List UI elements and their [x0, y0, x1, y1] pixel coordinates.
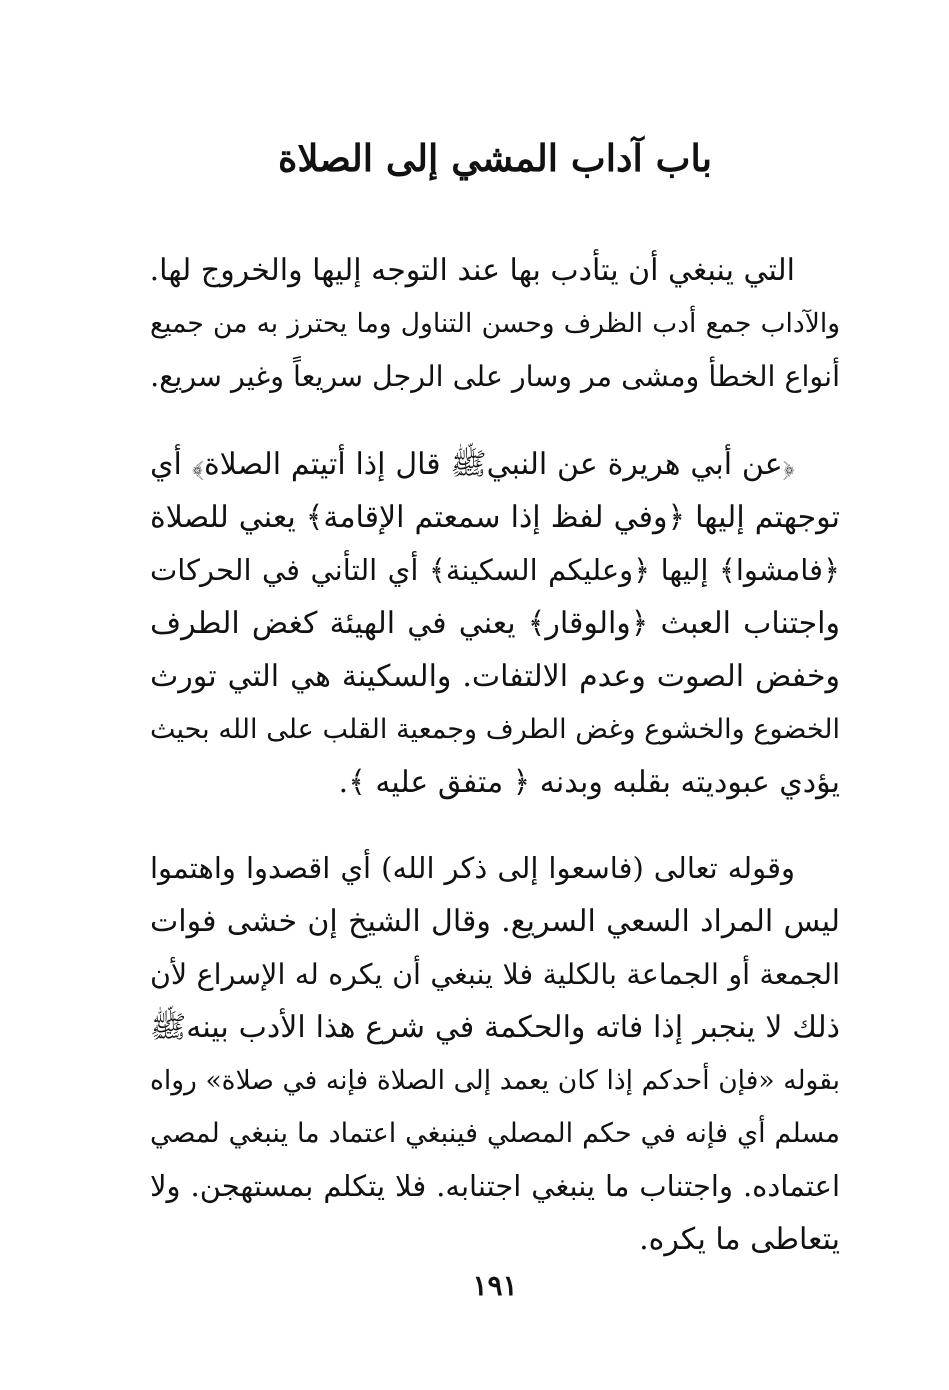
text-line: التي ينبغي أن يتأدب بها عند التوجه إليها والخروج لها. — [149, 253, 795, 288]
text-line: الخضوع والخشوع وغض الطرف وجمعية القلب على الله بحيث — [150, 714, 840, 745]
text-line: توجهتم إليها ﴿وفي لفظ إذا سمعتم الإقامة﴾ يعني للصلاة — [150, 500, 840, 535]
text-line: أنواع الخطأ ومشى مر وسار على الرجل سريعاً وغير سريع. — [150, 360, 840, 393]
text-line: ﴿عن أبي هريرة عن النبيﷺ قال إذا أتيتم الصلاة﴾ أي — [150, 447, 795, 482]
text-line: يؤدي عبوديته بقلبه وبدنه ﴿ متفق عليه ﴾. — [338, 765, 840, 800]
page-number: ١٩١ — [472, 1269, 518, 1302]
text-line: وخفض الصوت وعدم الالتفات. والسكينة هي التي تورث — [150, 659, 840, 694]
text-line: والآداب جمع أدب الظرف وحسن التناول وما يحترز به من جميع — [150, 308, 840, 339]
text-line: واجتناب العبث ﴿والوقار﴾ يعني في الهيئة كغض الطرف — [150, 606, 840, 641]
text-line: وقوله تعالى (فاسعوا إلى ذكر الله) أي اقصدوا واهتموا — [150, 851, 795, 885]
paragraph-hadith — [150, 438, 840, 809]
text-line: مسلم أي فإنه في حكم المصلي فينبغي اعتماد ما ينبغي لمصي — [150, 1118, 840, 1149]
text-line: ﴿فامشوا﴾ إليها ﴿وعليكم السكينة﴾ أي التأني في الحركات — [150, 553, 840, 587]
text-line: الجمعة أو الجماعة بالكلية فلا ينبغي أن يكره له الإسراع لأن — [150, 958, 840, 991]
text-line: يتعاطى ما يكره. — [639, 1222, 840, 1257]
text-line: ذلك لا ينجبر إذا فاته والحكمة في شرع هذا الأدب بينهﷺ — [150, 1010, 840, 1045]
text-line: اعتماده. واجتناب ما ينبغي اجتنابه. فلا يتكلم بمستهجن. ولا — [150, 1169, 840, 1203]
text-line: ليس المراد السعي السريع. وقال الشيخ إن خشى فوات — [150, 904, 840, 939]
book-page — [150, 0, 840, 1390]
text-line: بقوله «فإن أحدكم إذا كان يعمد إلى الصلاة فإنه في صلاة» رواه — [150, 1065, 840, 1096]
paragraph-commentary — [150, 842, 840, 1266]
chapter-title: باب آداب المشي إلى الصلاة — [277, 136, 713, 180]
paragraph-intro — [150, 244, 840, 403]
